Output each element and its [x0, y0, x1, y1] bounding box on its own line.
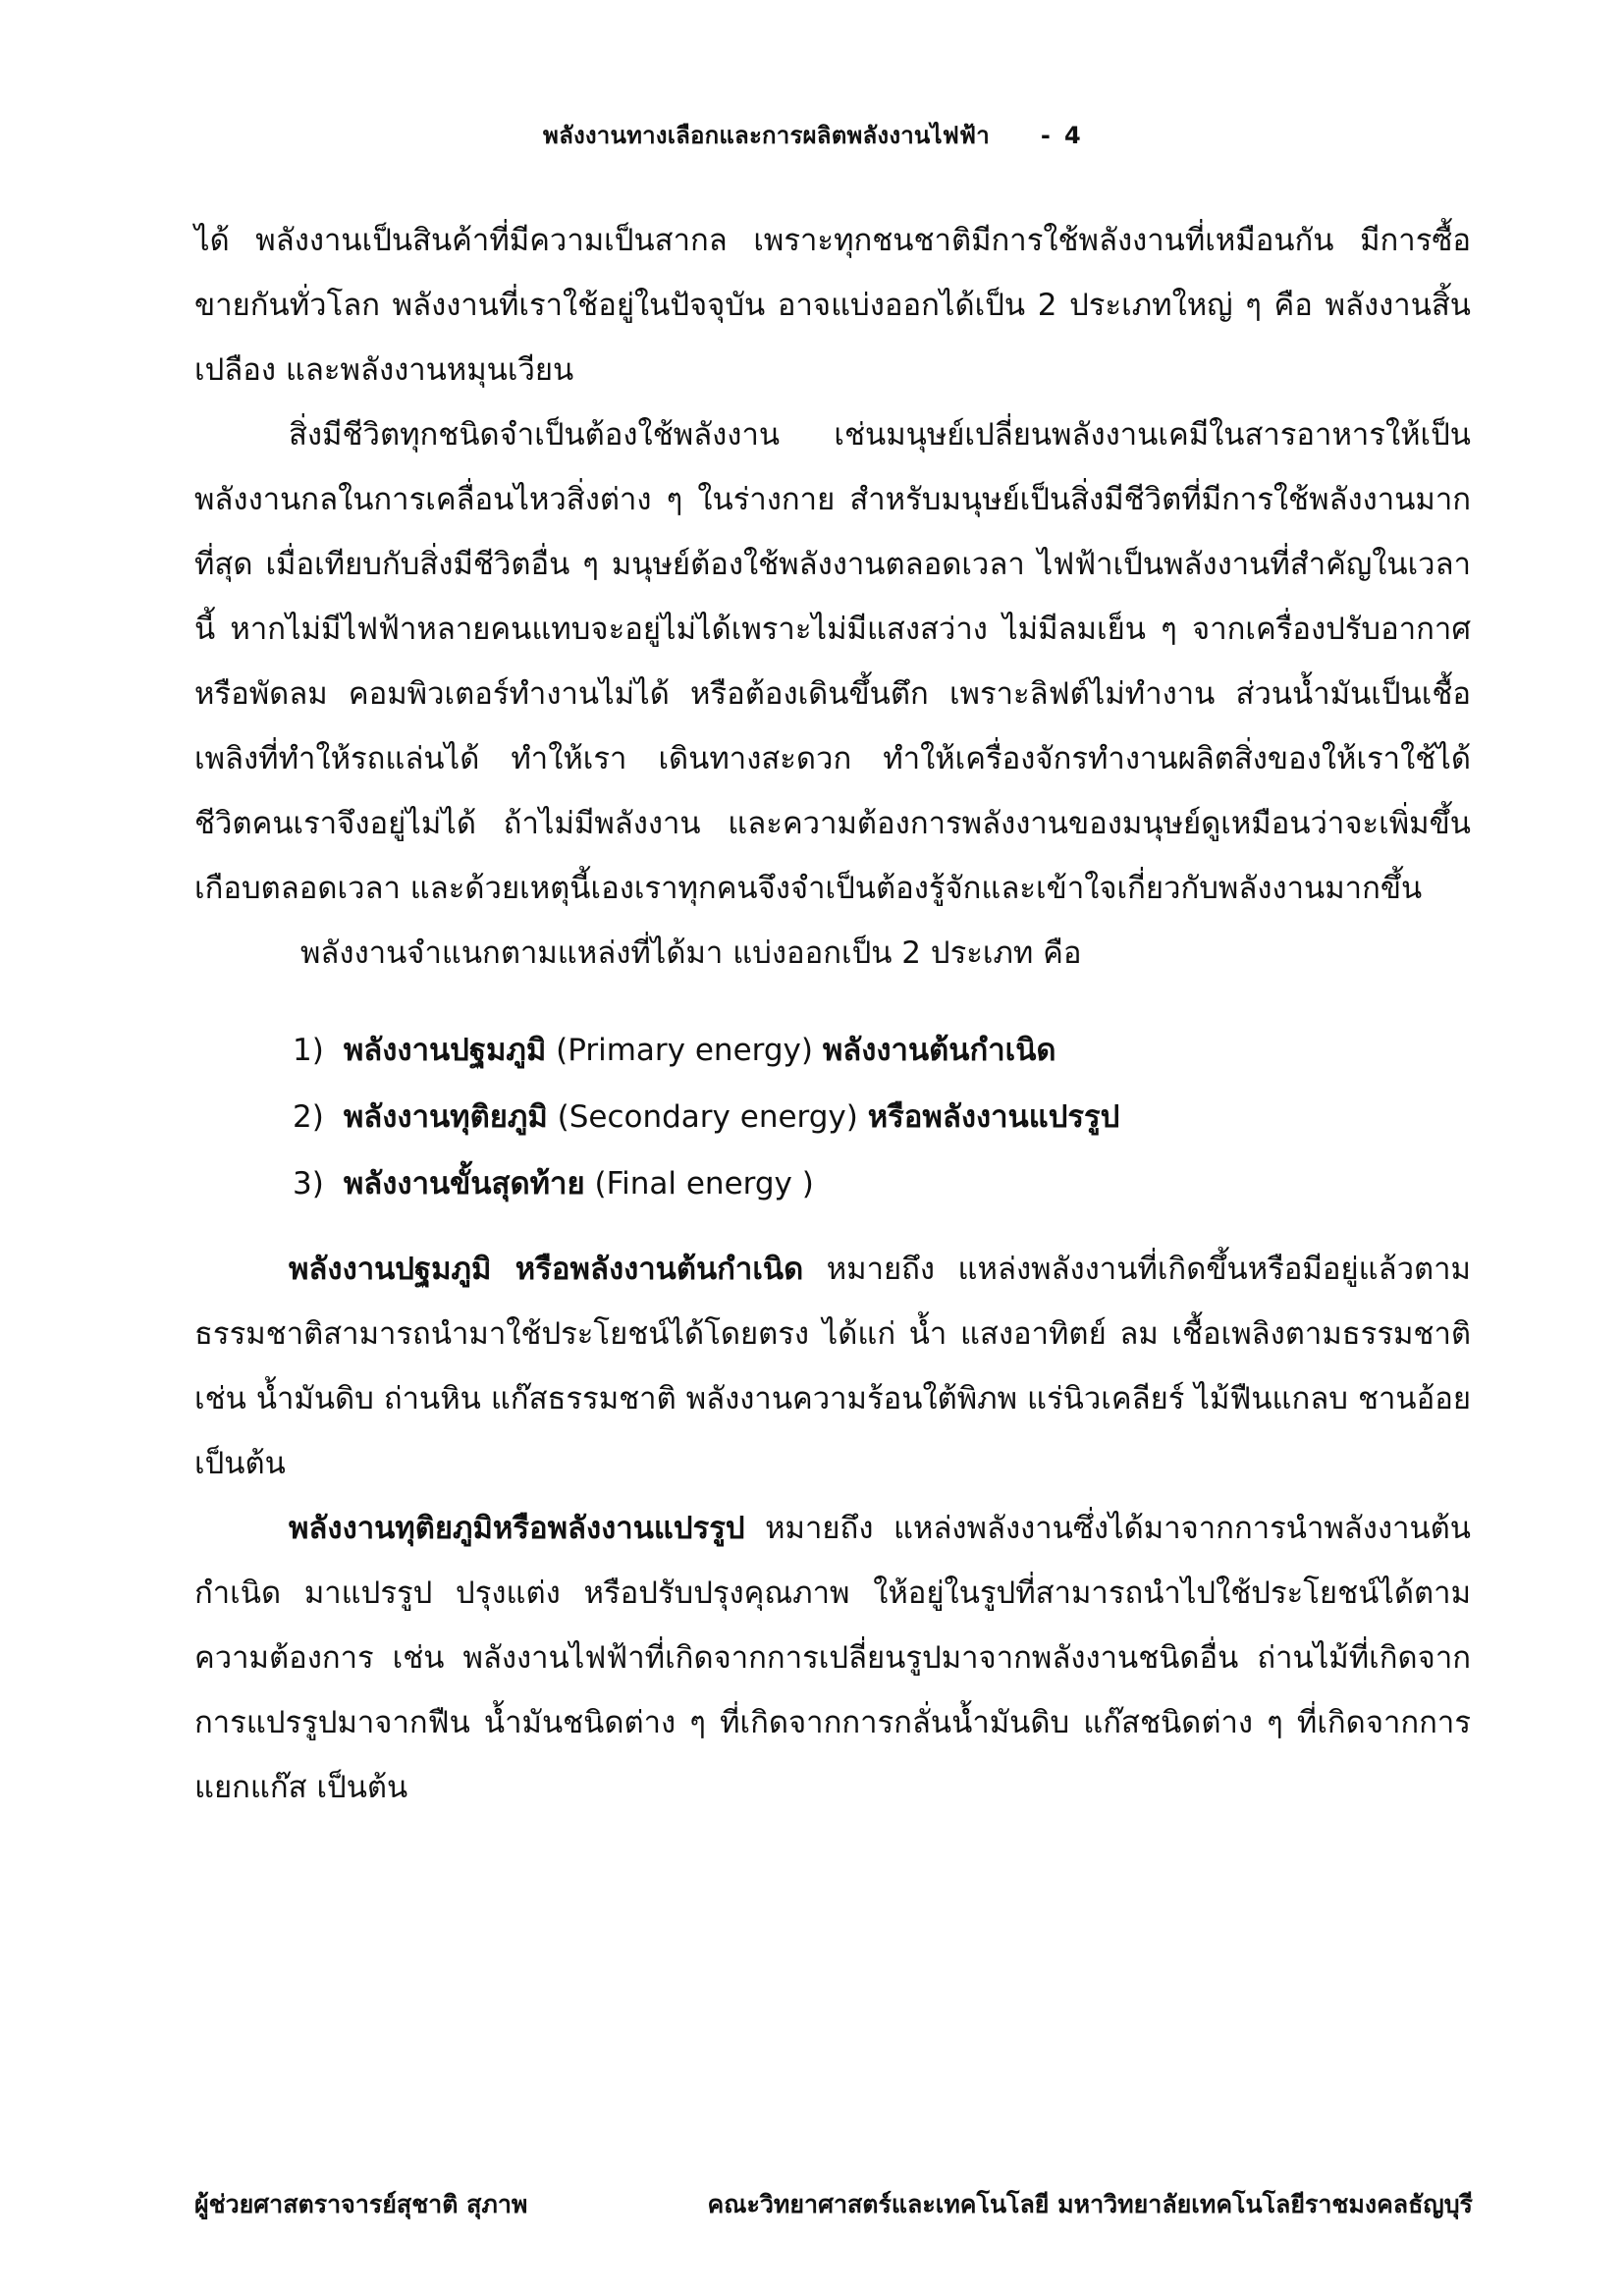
list-number: 2)	[293, 1099, 324, 1135]
energy-type-list	[194, 1017, 1471, 1217]
header-title: พลังงานทางเลือกและการผลิตพลังงานไฟฟ้า	[543, 122, 990, 149]
page-number: 4	[1064, 122, 1081, 149]
list-term: พลังงานขั้นสุดท้าย	[343, 1166, 585, 1201]
list-number: 3)	[293, 1166, 324, 1201]
list-english: (Secondary energy)	[557, 1099, 858, 1135]
primary-energy-term: พลังงานปฐมภูมิ หรือพลังงานต้นกำเนิด	[289, 1252, 804, 1287]
footer-author: ผู้ช่วยศาสตราจารย์สุชาติ สุภาพ	[194, 2190, 528, 2218]
paragraph-2: สิ่งมีชีวิตทุกชนิดจำเป็นต้องใช้พลังงาน เช่นมนุษย์เปลี่ยนพลังงานเคมีในสารอาหารให้เป็นพลังงานกลในการเคลื่อนไหวสิ่งต่าง ๆ ในร่างกาย สำหรับมนุษย์เป็นสิ่งมีชีวิตที่มีการใช้พลังงานมากที่สุด เมื่อเทียบกับสิ่งมีชีวิตอื่น ๆ มนุษย์ต้องใช้พลังงานตลอดเวลา ไฟฟ้าเป็นพลังงานที่สำคัญในเวลานี้ หากไม่มีไฟฟ้าหลายคนแทบจะอยู่ไม่ได้เพราะไม่มีแสงสว่าง ไม่มีลมเย็น ๆ จากเครื่องปรับอากาศ หรือพัดลม คอมพิวเตอร์ทำงานไม่ได้ หรือต้องเดินขึ้นตึก เพราะลิฟต์ไม่ทำงาน ส่วนน้ำมันเป็นเชื้อเพลิงที่ทำให้รถแล่นได้ ทำให้เรา เดินทางสะดวก ทำให้เครื่องจักรทำงานผลิตสิ่งของให้เราใช้ได้ ชีวิตคนเราจึงอยู่ไม่ได้ ถ้าไม่มีพลังงาน และความต้องการพลังงานของมนุษย์ดูเหมือนว่าจะเพิ่มขึ้นเกือบตลอดเวลา และด้วยเหตุนี้เองเราทุกคนจึงจำเป็นต้องรู้จักและเข้าใจเกี่ยวกับพลังงานมากขึ้น	[194, 417, 1471, 906]
secondary-energy-term: พลังงานทุติยภูมิหรือพลังงานแปรรูป	[289, 1511, 745, 1546]
list-term: พลังงานปฐมภูมิ	[343, 1033, 547, 1068]
classification-intro: พลังงานจำแนกตามแหล่งที่ได้มา แบ่งออกเป็น 2 ประเภท คือ	[300, 935, 1082, 971]
list-number: 1)	[293, 1033, 324, 1068]
header-separator: -	[1040, 122, 1052, 149]
list-english: (Final energy )	[594, 1166, 814, 1201]
secondary-energy-definition: หมายถึง แหล่งพลังงานซึ่งได้มาจากการนำพลังงานต้นกำเนิด มาแปรรูป ปรุงแต่ง หรือปรับปรุงคุณภาพ ให้อยู่ในรูปที่สามารถนำไปใช้ประโยชน์ได้ตามความต้องการ เช่น พลังงานไฟฟ้าที่เกิดจากการเปลี่ยนรูปมาจากพลังงานชนิดอื่น ถ่านไม้ที่เกิดจากการแปรรูปมาจากฟืน น้ำมันชนิดต่าง ๆ ที่เกิดจากการกลั่นน้ำมันดิบ แก๊สชนิดต่าง ๆ ที่เกิดจากการแยกแก๊ส เป็นต้น	[194, 1511, 1471, 1805]
page-footer	[194, 2185, 1473, 2224]
list-alt-term: พลังงานต้นกำเนิด	[822, 1033, 1056, 1068]
list-english: (Primary energy)	[556, 1033, 813, 1068]
document-body	[194, 208, 1471, 1820]
list-item	[293, 1150, 1471, 1217]
list-item	[293, 1084, 1471, 1150]
list-item	[293, 1017, 1471, 1084]
paragraph-primary-energy	[194, 1237, 1471, 1496]
paragraph-1: ได้ พลังงานเป็นสินค้าที่มีความเป็นสากล เพราะทุกชนชาติมีการใช้พลังงานที่เหมือนกัน มีการซื้อขายกันทั่วโลก พลังงานที่เราใช้อยู่ในปัจจุบัน อาจแบ่งออกได้เป็น 2 ประเภทใหญ่ ๆ คือ พลังงานสิ้นเปลือง และพลังงานหมุนเวียน	[194, 223, 1471, 388]
page-header	[0, 116, 1624, 154]
primary-energy-definition: หมายถึง แหล่งพลังงานที่เกิดขึ้นหรือมีอยู่แล้วตามธรรมชาติสามารถนำมาใช้ประโยชน์ได้โดยตรง ได้แก่ น้ำ แสงอาทิตย์ ลม เชื้อเพลิงตามธรรมชาติ เช่น น้ำมันดิบ ถ่านหิน แก๊สธรรมชาติ พลังงานความร้อนใต้พิภพ แร่นิวเคลียร์ ไม้ฟืนแกลบ ชานอ้อย เป็นต้น	[194, 1252, 1471, 1481]
paragraph-secondary-energy	[194, 1496, 1471, 1820]
footer-institution: คณะวิทยาศาสตร์และเทคโนโลยี มหาวิทยาลัยเทคโนโลยีราชมงคลธัญบุรี	[707, 2190, 1473, 2218]
list-alt-term: หรือพลังงานแปรรูป	[867, 1099, 1120, 1135]
list-term: พลังงานทุติยภูมิ	[343, 1099, 548, 1135]
